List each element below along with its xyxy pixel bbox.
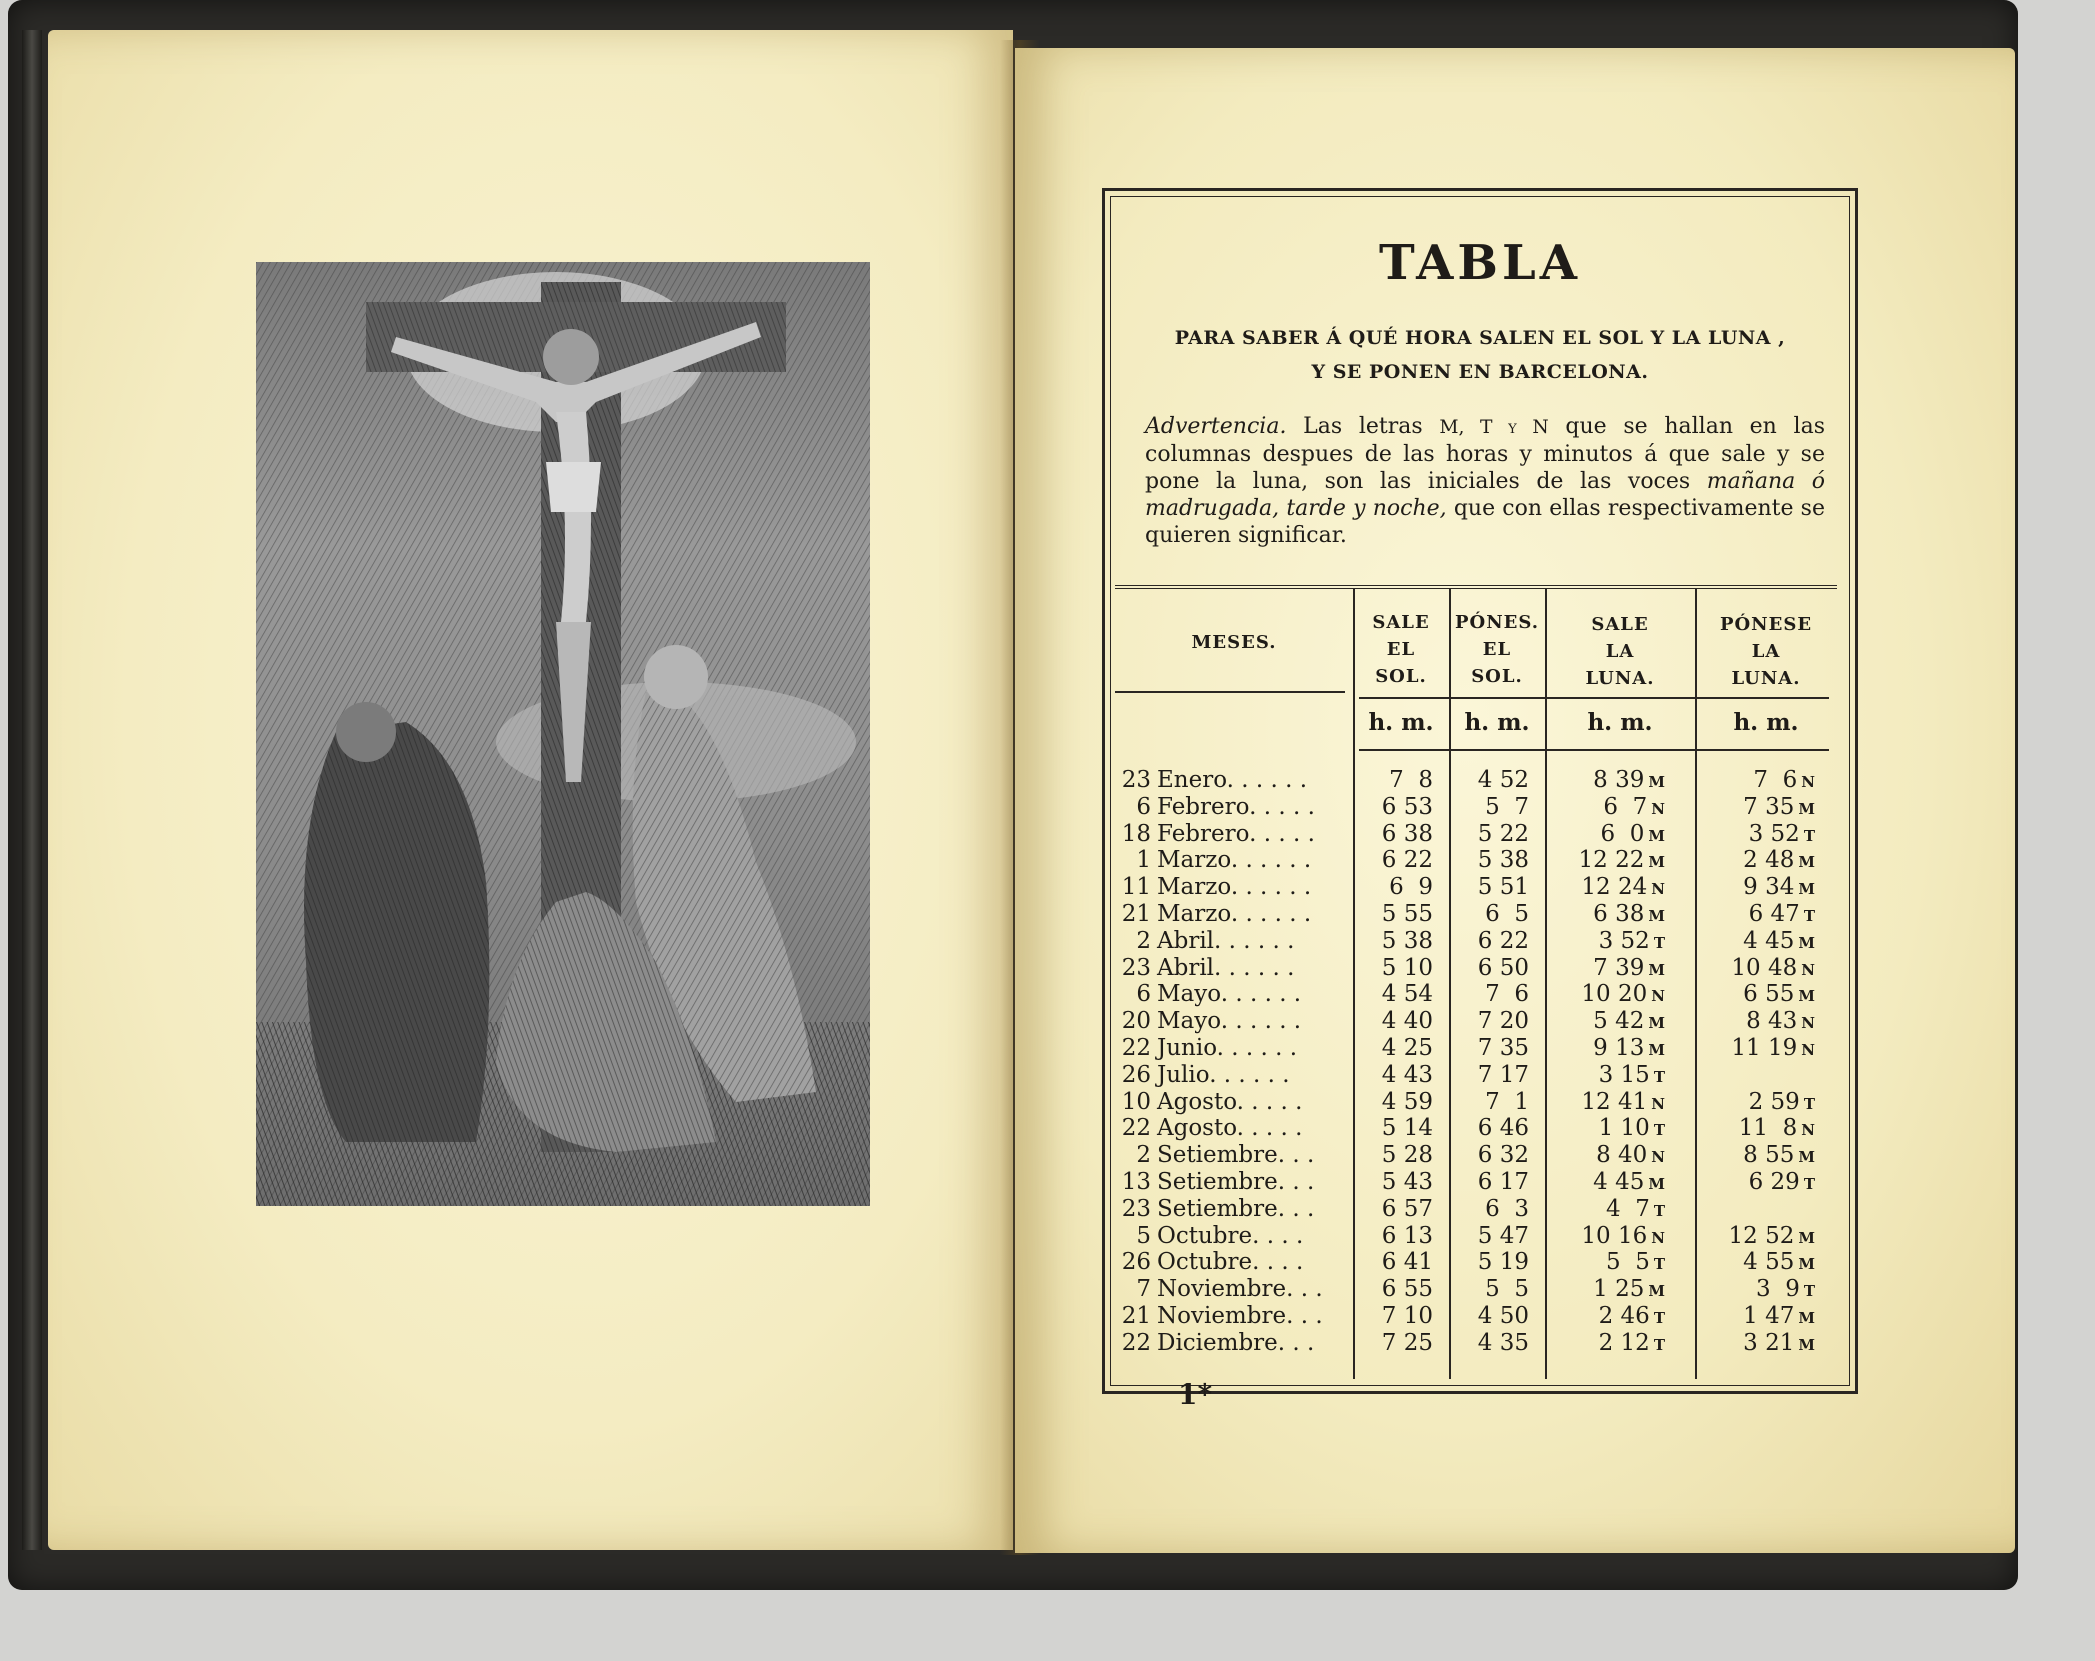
month-name: Marzo. . . . . . (1157, 900, 1312, 927)
table-row (1115, 1115, 1837, 1142)
pones-luna-suffix: M (1798, 853, 1815, 872)
sale-sol-cell: 6 38 (1381, 820, 1433, 847)
month-cell (1119, 1089, 1339, 1116)
month-name: Noviembre. . . (1157, 1276, 1323, 1303)
sale-luna-cell (1545, 1169, 1665, 1198)
sale-luna-time: 8 39 (1593, 767, 1645, 793)
month-cell (1119, 1196, 1339, 1223)
sale-luna-suffix: N (1651, 1094, 1665, 1113)
month-name: Julio. . . . . . (1157, 1061, 1290, 1088)
header-rule (1359, 697, 1829, 699)
table-row (1115, 767, 1837, 794)
crucifixion-illustration (256, 262, 870, 1206)
month-cell (1119, 1142, 1339, 1169)
day-number: 21 (1121, 1302, 1151, 1329)
advert-text-2: que se hallan en las columnas despues de las horas y minutos á que sale y se pone la luna, son las iniciales de las voces (1145, 414, 1825, 494)
pones-sol-cell: 5 19 (1477, 1249, 1529, 1276)
sale-sol-cell: 7 8 (1389, 767, 1433, 793)
table-row (1115, 1008, 1837, 1035)
pones-luna-suffix: M (1798, 933, 1815, 952)
month-name: Marzo. . . . . . (1157, 847, 1312, 874)
month-cell (1119, 794, 1339, 821)
month-cell (1119, 847, 1339, 874)
sale-luna-time: 12 41 (1581, 1088, 1648, 1115)
pones-luna-suffix: M (1798, 799, 1815, 818)
sale-sol-cell: 6 13 (1381, 1222, 1433, 1249)
pones-sol-cell: 4 52 (1477, 767, 1529, 793)
pones-luna-suffix: T (1803, 906, 1815, 925)
pones-luna-time: 6 55 (1743, 981, 1795, 1008)
month-cell (1119, 1169, 1339, 1196)
sale-luna-suffix: M (1648, 906, 1665, 925)
pones-luna-cell (1695, 794, 1815, 823)
pones-luna-time: 7 6 (1753, 767, 1798, 793)
pones-luna-time: 1 47 (1743, 1302, 1795, 1329)
pones-luna-time: 11 8 (1738, 1115, 1798, 1142)
pones-luna-time: 8 55 (1743, 1142, 1795, 1169)
pones-sol-cell: 5 7 (1485, 793, 1529, 820)
month-cell (1119, 928, 1339, 955)
sale-luna-suffix: M (1648, 826, 1665, 845)
tabla-title: TABLA (1379, 235, 1581, 291)
sale-luna-suffix: T (1653, 933, 1665, 952)
sale-luna-suffix: T (1653, 1308, 1665, 1327)
pones-luna-time: 2 48 (1743, 847, 1795, 874)
month-name: Octubre. . . . (1157, 1222, 1304, 1249)
sale-sol-cell: 5 28 (1381, 1142, 1433, 1169)
sale-sol-cell: 4 43 (1381, 1061, 1433, 1088)
day-number: 10 (1121, 1088, 1151, 1115)
day-number: 18 (1121, 820, 1151, 847)
pones-luna-suffix: M (1798, 1308, 1815, 1327)
sale-luna-suffix: M (1648, 1040, 1665, 1059)
sale-luna-time: 2 12 (1598, 1329, 1650, 1356)
sale-luna-cell (1545, 901, 1665, 930)
advert-voces: mañana ó madrugada, tarde y noche, (1145, 469, 1825, 521)
hm-label: h. m. (1464, 709, 1530, 736)
pones-luna-suffix: T (1803, 1282, 1815, 1301)
sale-luna-cell (1545, 928, 1665, 957)
sale-luna-suffix: N (1651, 799, 1665, 818)
pones-luna-cell (1695, 767, 1815, 796)
sale-sol-cell: 5 14 (1381, 1115, 1433, 1142)
sale-luna-time: 10 16 (1581, 1222, 1648, 1249)
advert-letters: M, T y N (1439, 417, 1549, 438)
month-name: Enero. . . . . . (1157, 767, 1308, 793)
sale-luna-cell (1545, 1303, 1665, 1332)
table-row (1115, 1303, 1837, 1330)
month-name: Agosto. . . . . (1157, 1115, 1303, 1142)
day-number: 2 (1136, 927, 1151, 954)
pones-luna-cell (1695, 1196, 1815, 1225)
sale-luna-time: 2 46 (1598, 1302, 1650, 1329)
pones-luna-time: 2 59 (1748, 1088, 1800, 1115)
day-number: 22 (1121, 1115, 1151, 1142)
month-cell (1119, 1115, 1339, 1142)
sale-luna-cell (1545, 1142, 1665, 1171)
month-name: Setiembre. . . (1157, 1168, 1315, 1195)
pones-luna-suffix: M (1798, 1255, 1815, 1274)
month-cell (1119, 821, 1339, 848)
sale-luna-suffix: M (1648, 853, 1665, 872)
header-rule (1359, 749, 1829, 751)
pones-luna-cell (1695, 1169, 1815, 1198)
pones-luna-suffix: N (1801, 1040, 1815, 1059)
month-name: Febrero. . . . . (1157, 820, 1315, 847)
pones-sol-cell: 6 3 (1485, 1195, 1529, 1222)
month-cell (1119, 1223, 1339, 1250)
table-row (1115, 874, 1837, 901)
sale-luna-suffix: M (1648, 1174, 1665, 1193)
pones-sol-cell: 6 50 (1477, 954, 1529, 981)
month-name: Abril. . . . . . (1157, 954, 1295, 981)
sale-sol-cell: 6 22 (1381, 847, 1433, 874)
table-row (1115, 1089, 1837, 1116)
sale-luna-time: 10 20 (1581, 981, 1648, 1008)
pones-luna-suffix: N (1801, 773, 1815, 791)
pones-luna-suffix: N (1801, 1121, 1815, 1140)
day-number: 6 (1136, 793, 1151, 820)
sale-sol-cell: 5 38 (1381, 927, 1433, 954)
sale-luna-time: 12 24 (1581, 874, 1648, 901)
day-number: 23 (1121, 954, 1151, 981)
sale-sol-cell: 6 53 (1381, 793, 1433, 820)
table-row (1115, 901, 1837, 928)
pones-sol-cell: 5 22 (1477, 820, 1529, 847)
sale-luna-cell (1545, 767, 1665, 796)
table-row (1115, 821, 1837, 848)
day-number: 5 (1136, 1222, 1151, 1249)
page-signature: 1* (1178, 1378, 1213, 1411)
pones-sol-cell: 5 47 (1477, 1222, 1529, 1249)
sale-luna-time: 6 38 (1593, 900, 1645, 927)
pones-luna-cell (1695, 1330, 1815, 1359)
pones-luna-suffix: T (1803, 1094, 1815, 1113)
day-number: 13 (1121, 1168, 1151, 1195)
pones-luna-time: 3 52 (1748, 820, 1800, 847)
header-meses: MESES. (1191, 632, 1277, 653)
month-cell (1119, 1330, 1339, 1357)
tabla-frame (1102, 188, 1858, 1394)
day-number: 23 (1121, 767, 1151, 793)
month-cell (1119, 955, 1339, 982)
pones-sol-cell: 6 46 (1477, 1115, 1529, 1142)
sale-sol-cell: 6 57 (1381, 1195, 1433, 1222)
pones-sol-cell: 6 5 (1485, 900, 1529, 927)
pones-luna-cell (1695, 1142, 1815, 1171)
sale-luna-suffix: N (1651, 1228, 1665, 1247)
sale-sol-cell: 5 55 (1381, 900, 1433, 927)
sale-luna-time: 4 45 (1593, 1168, 1645, 1195)
table-row (1115, 1223, 1837, 1250)
month-name: Diciembre. . . (1157, 1329, 1315, 1356)
sale-luna-time: 4 7 (1605, 1195, 1650, 1222)
pones-luna-suffix: M (1798, 1228, 1815, 1247)
pones-sol-cell: 6 17 (1477, 1168, 1529, 1195)
header-pones-luna: PÓNESE LA LUNA. (1719, 614, 1813, 689)
sale-luna-suffix: M (1648, 1014, 1665, 1033)
month-name: Mayo. . . . . . (1157, 981, 1302, 1008)
day-number: 26 (1121, 1061, 1151, 1088)
month-cell (1119, 874, 1339, 901)
pones-luna-cell (1695, 847, 1815, 876)
pones-luna-suffix: T (1803, 1174, 1815, 1193)
month-cell (1119, 1062, 1339, 1089)
table-row (1115, 1196, 1837, 1223)
pones-sol-cell: 5 38 (1477, 847, 1529, 874)
pones-sol-cell: 7 20 (1477, 1008, 1529, 1035)
pones-sol-cell: 5 51 (1477, 874, 1529, 901)
month-name: Mayo. . . . . . (1157, 1008, 1302, 1035)
day-number: 26 (1121, 1249, 1151, 1276)
table-row (1115, 1142, 1837, 1169)
hm-label: h. m. (1368, 709, 1434, 736)
pones-luna-cell (1695, 1223, 1815, 1252)
advertencia-paragraph (1145, 413, 1825, 549)
pones-luna-suffix: T (1803, 826, 1815, 845)
month-name: Noviembre. . . (1157, 1302, 1323, 1329)
table-row (1115, 981, 1837, 1008)
day-number: 23 (1121, 1195, 1151, 1222)
pones-luna-cell (1695, 901, 1815, 930)
table-row (1115, 847, 1837, 874)
pones-sol-cell: 7 1 (1485, 1088, 1529, 1115)
sale-sol-cell: 5 43 (1381, 1168, 1433, 1195)
pones-luna-cell (1695, 874, 1815, 903)
month-name: Octubre. . . . (1157, 1249, 1304, 1276)
sale-luna-cell (1545, 1223, 1665, 1252)
sale-luna-time: 1 25 (1593, 1276, 1645, 1303)
pones-luna-cell (1695, 1303, 1815, 1332)
pones-sol-cell: 7 17 (1477, 1061, 1529, 1088)
sale-luna-suffix: T (1653, 1255, 1665, 1274)
sale-sol-cell: 7 10 (1381, 1302, 1433, 1329)
sale-luna-cell (1545, 1115, 1665, 1144)
advert-text-3: que con ellas respectivamente se quieren significar. (1145, 496, 1825, 548)
sale-luna-time: 6 7 (1603, 793, 1648, 820)
pones-luna-cell (1695, 821, 1815, 850)
sale-sol-cell: 6 55 (1381, 1276, 1433, 1303)
sale-luna-cell (1545, 955, 1665, 984)
pones-luna-time: 7 35 (1743, 793, 1795, 820)
pones-sol-cell: 6 22 (1477, 927, 1529, 954)
pones-sol-cell: 4 50 (1477, 1302, 1529, 1329)
sale-luna-suffix: T (1653, 1067, 1665, 1086)
pones-luna-time: 12 52 (1728, 1222, 1795, 1249)
pones-luna-suffix: M (1798, 1335, 1815, 1354)
table-row (1115, 1330, 1837, 1357)
pones-luna-time: 6 47 (1748, 900, 1800, 927)
sale-luna-time: 1 10 (1598, 1115, 1650, 1142)
sale-luna-time: 6 0 (1600, 820, 1645, 847)
sale-sol-cell: 4 25 (1381, 1034, 1433, 1061)
sale-luna-time: 5 5 (1605, 1249, 1650, 1276)
pones-luna-cell (1695, 1035, 1815, 1064)
sale-luna-cell (1545, 981, 1665, 1010)
pones-luna-suffix: N (1801, 960, 1815, 979)
sale-luna-time: 3 52 (1598, 927, 1650, 954)
pones-luna-time: 10 48 (1731, 954, 1798, 981)
pones-luna-cell (1695, 1115, 1815, 1144)
pones-luna-cell (1695, 955, 1815, 984)
sale-luna-time: 9 13 (1593, 1034, 1645, 1061)
sale-luna-cell (1545, 1249, 1665, 1278)
subtitle-line-2: Y SE PONEN EN BARCELONA. (1311, 361, 1649, 383)
tabla-subtitle (1125, 321, 1835, 389)
sale-luna-time: 8 40 (1596, 1142, 1648, 1169)
day-number: 22 (1121, 1329, 1151, 1356)
sale-sol-cell: 7 25 (1381, 1329, 1433, 1356)
sale-luna-time: 5 42 (1593, 1008, 1645, 1035)
sale-luna-cell (1545, 1008, 1665, 1037)
sale-luna-cell (1545, 821, 1665, 850)
month-cell (1119, 1303, 1339, 1330)
pones-luna-time: 11 19 (1731, 1034, 1798, 1061)
month-cell (1119, 981, 1339, 1008)
pones-luna-suffix: M (1798, 880, 1815, 899)
month-cell (1119, 1249, 1339, 1276)
month-name: Junio. . . . . . (1157, 1034, 1298, 1061)
sale-luna-suffix: M (1648, 960, 1665, 979)
sale-luna-suffix: N (1651, 1148, 1665, 1167)
sale-sol-cell: 4 54 (1381, 981, 1433, 1008)
pones-luna-time: 3 21 (1743, 1329, 1795, 1356)
sale-luna-cell (1545, 1276, 1665, 1305)
pones-luna-cell (1695, 928, 1815, 957)
pones-luna-time: 4 45 (1743, 927, 1795, 954)
sale-luna-time: 7 39 (1593, 954, 1645, 981)
subtitle-line-1: PARA SABER Á QUÉ HORA SALEN EL SOL Y LA LUNA , (1174, 327, 1786, 349)
sale-luna-time: 12 22 (1578, 847, 1645, 874)
header-sale-sol: SALE EL SOL. (1372, 612, 1430, 687)
pones-sol-cell: 5 5 (1485, 1276, 1529, 1303)
month-cell (1119, 1035, 1339, 1062)
day-number: 7 (1136, 1276, 1151, 1303)
pones-luna-time: 9 34 (1743, 874, 1795, 901)
sale-luna-suffix: M (1648, 773, 1665, 791)
table-row (1115, 794, 1837, 821)
times-table (1115, 585, 1837, 1379)
pones-luna-suffix: M (1798, 987, 1815, 1006)
pones-luna-suffix: M (1798, 1148, 1815, 1167)
day-number: 20 (1121, 1008, 1151, 1035)
pones-luna-time: 3 9 (1755, 1276, 1800, 1303)
day-number: 22 (1121, 1034, 1151, 1061)
sale-sol-cell: 5 10 (1381, 954, 1433, 981)
month-name: Setiembre. . . (1157, 1195, 1315, 1222)
sale-sol-cell: 6 41 (1381, 1249, 1433, 1276)
pones-luna-time: 6 29 (1748, 1168, 1800, 1195)
crucifixion-engraving (256, 262, 870, 1206)
sale-luna-cell (1545, 1196, 1665, 1225)
sale-luna-suffix: N (1651, 880, 1665, 899)
sale-sol-cell: 4 59 (1381, 1088, 1433, 1115)
month-name: Marzo. . . . . . (1157, 874, 1312, 901)
sale-luna-suffix: T (1653, 1201, 1665, 1220)
day-number: 2 (1136, 1142, 1151, 1169)
sale-luna-cell (1545, 1035, 1665, 1064)
month-cell (1119, 1008, 1339, 1035)
month-name: Febrero. . . . . (1157, 793, 1315, 820)
header-pones-sol: PÓNES. EL SOL. (1454, 612, 1539, 687)
pones-sol-cell: 7 6 (1485, 981, 1529, 1008)
advert-label: Advertencia. (1145, 414, 1287, 439)
table-row (1115, 955, 1837, 982)
sale-luna-suffix: T (1653, 1335, 1665, 1354)
day-number: 6 (1136, 981, 1151, 1008)
pones-luna-cell (1695, 1062, 1815, 1091)
sale-luna-cell (1545, 794, 1665, 823)
sale-luna-suffix: T (1653, 1121, 1665, 1140)
table-row (1115, 1249, 1837, 1276)
pones-luna-cell (1695, 1276, 1815, 1305)
header-sale-luna: SALE LA LUNA. (1585, 614, 1655, 689)
month-cell (1119, 901, 1339, 928)
pones-sol-cell: 6 32 (1477, 1142, 1529, 1169)
sale-luna-suffix: M (1648, 1282, 1665, 1301)
pones-luna-cell (1695, 1089, 1815, 1118)
table-rows (1115, 767, 1837, 1357)
sale-luna-cell (1545, 1330, 1665, 1359)
sale-luna-suffix: N (1651, 987, 1665, 1006)
sale-luna-cell (1545, 1089, 1665, 1118)
month-name: Agosto. . . . . (1157, 1088, 1303, 1115)
sale-luna-cell (1545, 1062, 1665, 1091)
month-name: Abril. . . . . . (1157, 927, 1295, 954)
pones-luna-cell (1695, 1008, 1815, 1037)
header-rule (1115, 691, 1345, 693)
month-name: Setiembre. . . (1157, 1142, 1315, 1169)
pones-luna-time: 8 43 (1746, 1008, 1798, 1035)
day-number: 21 (1121, 900, 1151, 927)
day-number: 1 (1136, 847, 1151, 874)
pones-sol-cell: 7 35 (1477, 1034, 1529, 1061)
pones-luna-suffix: N (1801, 1014, 1815, 1033)
pones-luna-cell (1695, 981, 1815, 1010)
table-row (1115, 1169, 1837, 1196)
sale-sol-cell: 6 9 (1389, 874, 1433, 901)
day-number: 11 (1121, 874, 1151, 901)
sale-luna-cell (1545, 847, 1665, 876)
sale-luna-time: 3 15 (1598, 1061, 1650, 1088)
sale-luna-cell (1545, 874, 1665, 903)
table-row (1115, 1276, 1837, 1303)
hm-label: h. m. (1587, 709, 1653, 736)
pones-luna-time: 4 55 (1743, 1249, 1795, 1276)
hm-label: h. m. (1733, 709, 1799, 736)
pones-sol-cell: 4 35 (1477, 1329, 1529, 1356)
table-row (1115, 1035, 1837, 1062)
month-cell (1119, 1276, 1339, 1303)
pones-luna-cell (1695, 1249, 1815, 1278)
advert-text-1: Las letras (1286, 414, 1440, 439)
month-cell (1119, 767, 1339, 794)
table-row (1115, 1062, 1837, 1089)
table-row (1115, 928, 1837, 955)
sale-sol-cell: 4 40 (1381, 1008, 1433, 1035)
